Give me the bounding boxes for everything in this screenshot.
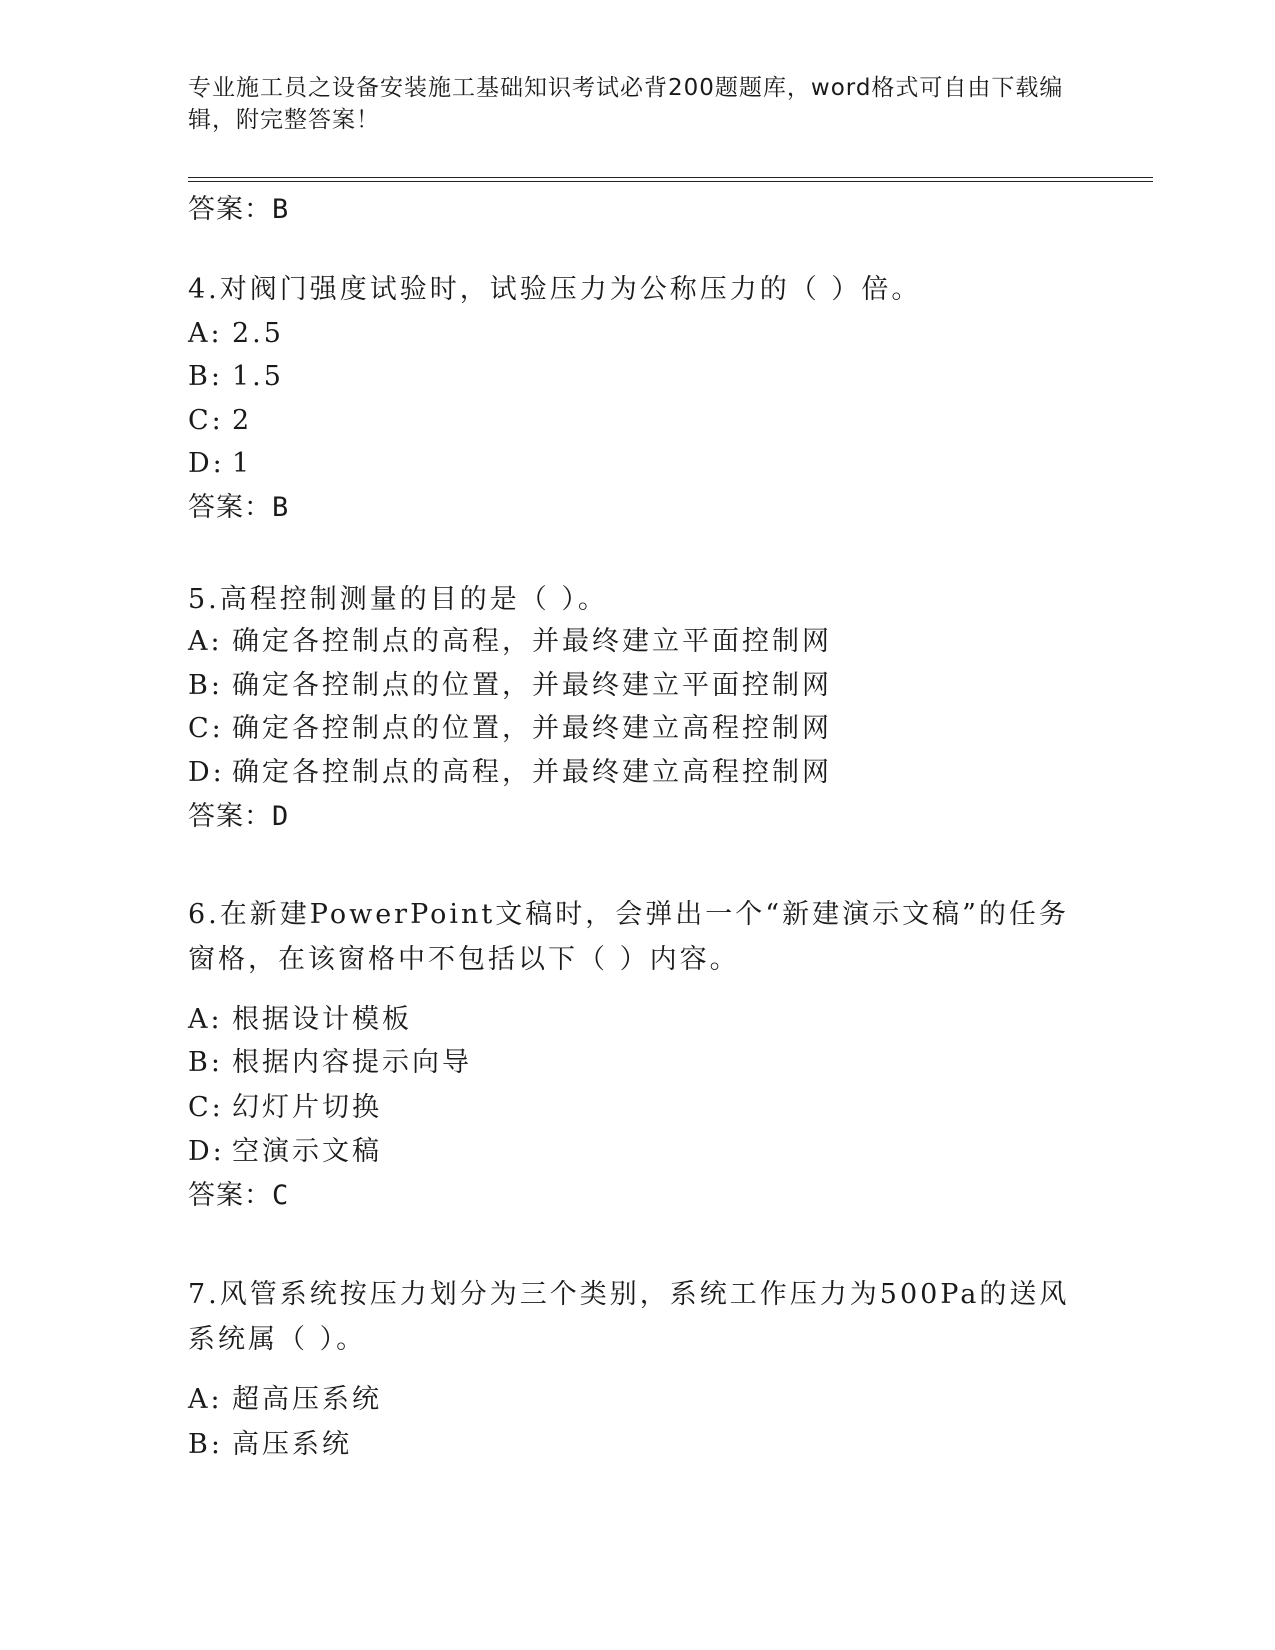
option-key: D:: [188, 757, 225, 788]
option-text: 2.5: [232, 318, 284, 349]
header-divider: [188, 177, 1153, 182]
option-key: A:: [188, 318, 223, 349]
option-b: [188, 1428, 352, 1462]
option-b: [188, 360, 284, 394]
option-key: B:: [188, 670, 223, 701]
option-a: [188, 625, 832, 659]
answer-line: [188, 193, 289, 227]
option-key: A:: [188, 626, 223, 657]
option-text: 幻灯片切换: [232, 1092, 382, 1123]
option-key: B:: [188, 1047, 223, 1078]
option-key: D:: [188, 1136, 225, 1167]
option-d: [188, 1135, 382, 1169]
option-key: A:: [188, 1384, 223, 1415]
answer-label: 答案：: [188, 194, 272, 225]
answer-label: 答案：: [188, 1180, 272, 1211]
question-text: 6.在新建PowerPoint文稿时，会弹出一个“新建演示文稿”的任务窗格，在该窗格中不包括以下（ ）内容。: [188, 899, 1069, 975]
option-key: C:: [188, 713, 224, 744]
answer-value: B: [272, 194, 290, 225]
option-key: B:: [188, 1429, 223, 1460]
option-key: C:: [188, 1092, 224, 1123]
option-text: 确定各控制点的位置，并最终建立平面控制网: [232, 670, 832, 701]
option-text: 根据内容提示向导: [232, 1047, 472, 1078]
document-header: 专业施工员之设备安装施工基础知识考试必背200题题库，word格式可自由下载编辑，附完整答案！: [188, 75, 1064, 133]
option-text: 1: [232, 448, 253, 479]
option-text: 根据设计模板: [232, 1004, 412, 1035]
option-b: [188, 669, 832, 703]
answer-line: [188, 491, 289, 525]
option-d: [188, 756, 832, 790]
option-text: 1.5: [232, 361, 284, 392]
answer-value: C: [272, 1180, 290, 1211]
option-text: 确定各控制点的位置，并最终建立高程控制网: [232, 713, 832, 744]
option-c: [188, 712, 832, 746]
answer-line: [188, 1179, 289, 1213]
option-key: D:: [188, 448, 225, 479]
option-key: A:: [188, 1004, 223, 1035]
answer-value: B: [272, 492, 290, 523]
answer-label: 答案：: [188, 492, 272, 523]
option-text: 高压系统: [232, 1429, 352, 1460]
option-text: 2: [232, 405, 253, 436]
option-text: 确定各控制点的高程，并最终建立高程控制网: [232, 757, 832, 788]
answer-line: [188, 800, 289, 834]
option-text: 超高压系统: [232, 1384, 382, 1415]
option-b: [188, 1046, 472, 1080]
option-d: [188, 447, 252, 481]
answer-value: D: [272, 801, 290, 832]
question-text: 7.风管系统按压力划分为三个类别，系统工作压力为500Pa的送风系统属（ ）。: [188, 1279, 1070, 1355]
option-a: [188, 1003, 412, 1037]
option-text: 确定各控制点的高程，并最终建立平面控制网: [232, 626, 832, 657]
option-c: [188, 404, 252, 438]
option-key: C:: [188, 405, 224, 436]
option-a: [188, 317, 284, 351]
option-a: [188, 1383, 382, 1417]
option-c: [188, 1091, 382, 1125]
option-text: 空演示文稿: [232, 1136, 382, 1167]
answer-label: 答案：: [188, 801, 272, 832]
option-key: B:: [188, 361, 223, 392]
question-text: 5.高程控制测量的目的是（ ）。: [188, 584, 608, 615]
question-text: 4.对阀门强度试验时，试验压力为公称压力的（ ）倍。: [188, 274, 922, 305]
